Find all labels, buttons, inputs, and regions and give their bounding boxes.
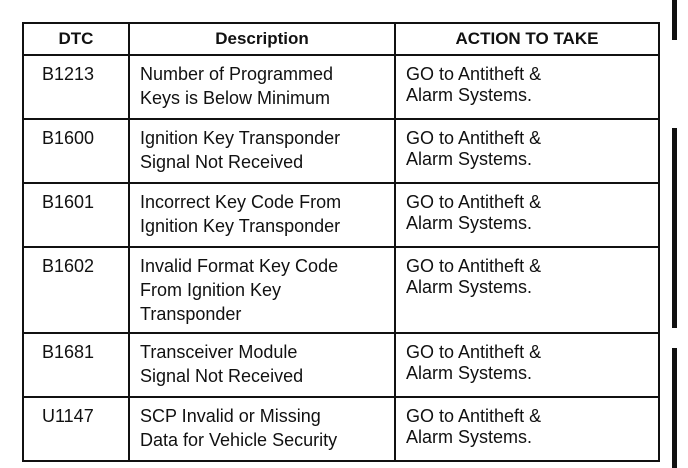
dtc-action: GO to Antitheft & Alarm Systems. bbox=[395, 183, 659, 247]
table-row bbox=[23, 397, 659, 461]
table-row bbox=[23, 55, 659, 119]
table-row bbox=[23, 333, 659, 397]
scan-edge-mark bbox=[672, 128, 677, 328]
dtc-code: B1213 bbox=[23, 55, 129, 119]
scan-edge-mark bbox=[672, 0, 677, 40]
scan-edge-mark bbox=[672, 348, 677, 468]
table-row bbox=[23, 247, 659, 333]
dtc-description: Number of Programmed Keys is Below Minimum bbox=[129, 55, 395, 119]
table-row bbox=[23, 183, 659, 247]
dtc-action: GO to Antitheft & Alarm Systems. bbox=[395, 247, 659, 333]
dtc-description: Incorrect Key Code From Ignition Key Transponder bbox=[129, 183, 395, 247]
header-action: ACTION TO TAKE bbox=[395, 23, 659, 55]
dtc-action: GO to Antitheft & Alarm Systems. bbox=[395, 55, 659, 119]
dtc-description: Invalid Format Key Code From Ignition Key Transponder bbox=[129, 247, 395, 333]
header-description: Description bbox=[129, 23, 395, 55]
dtc-action: GO to Antitheft & Alarm Systems. bbox=[395, 397, 659, 461]
dtc-description: Transceiver Module Signal Not Received bbox=[129, 333, 395, 397]
dtc-table bbox=[22, 22, 660, 462]
dtc-action: GO to Antitheft & Alarm Systems. bbox=[395, 333, 659, 397]
dtc-code: U1147 bbox=[23, 397, 129, 461]
dtc-code: B1681 bbox=[23, 333, 129, 397]
dtc-action: GO to Antitheft & Alarm Systems. bbox=[395, 119, 659, 183]
dtc-code: B1602 bbox=[23, 247, 129, 333]
table-header-row bbox=[23, 23, 659, 55]
table-row bbox=[23, 119, 659, 183]
dtc-description: Ignition Key Transponder Signal Not Received bbox=[129, 119, 395, 183]
dtc-code: B1601 bbox=[23, 183, 129, 247]
dtc-code: B1600 bbox=[23, 119, 129, 183]
dtc-description: SCP Invalid or Missing Data for Vehicle Security bbox=[129, 397, 395, 461]
header-dtc: DTC bbox=[23, 23, 129, 55]
